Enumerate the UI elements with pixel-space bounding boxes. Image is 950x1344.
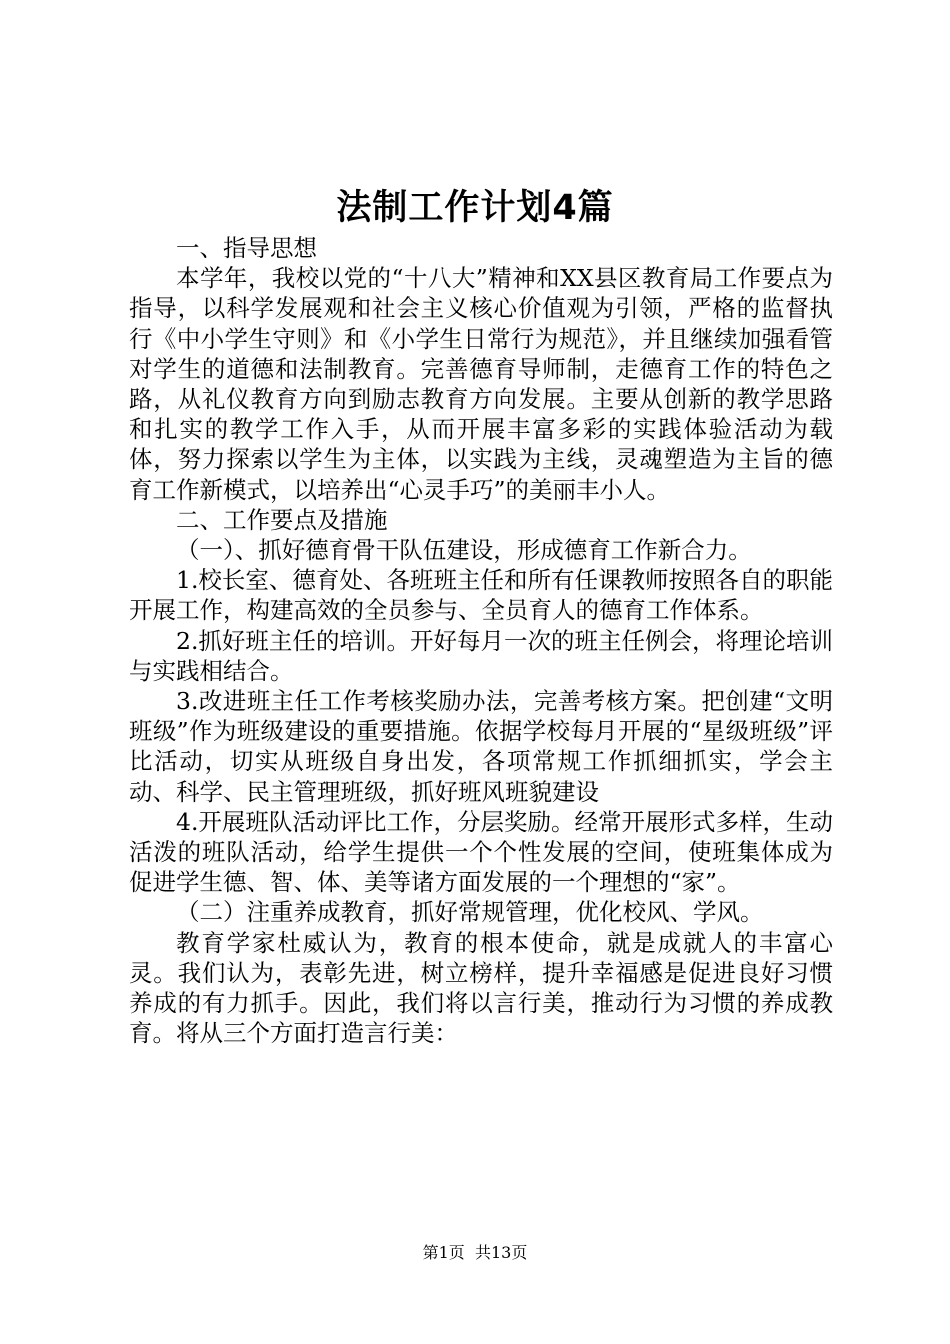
paragraph-item-2: 2.抓好班主任的培训。开好每月一次的班主任例会，将理论培训与实践相结合。 (129, 626, 833, 685)
paragraph-heading-1: 一、指导思想 (176, 234, 317, 262)
paragraph: 教育学家杜威认为，教育的根本使命，就是成就人的丰富心灵。我们认为，表彰先进，树立榜样，提升幸福感是促进良好习惯养成的有力抓手。因此，我们将以言行美，推动行为习惯的养成教育。将从三个方面打造言行美： (129, 928, 833, 1048)
document-body (129, 233, 833, 1048)
paragraph-item-4: 4.开展班队活动评比工作，分层奖励。经常开展形式多样，生动活泼的班队活动，给学生提供一个个性发展的空间，使班集体成为促进学生德、智、体、美等诸方面发展的一个理想的“家”。 (129, 807, 833, 897)
paragraph-heading-2: 二、工作要点及措施 (176, 505, 388, 534)
paragraph-subheading-1: （一）、抓好德育骨干队伍建设，形成德育工作新合力。 (176, 536, 752, 565)
page-footer (0, 1242, 950, 1264)
paragraph: 本学年，我校以党的“十八大”精神和XX县区教育局工作要点为指导，以科学发展观和社会主义核心价值观为引领，严格的监督执行《中小学生守则》和《小学生日常行为规范》，并且继续加强看管对学生的道德和法制教育。完善德育导师制，走德育工作的特色之路，从礼仪教育方向到励志教育方向发展。主要从创新的教学思路和扎实的教学工作入手，从而开展丰富多彩的实践体验活动为载体，努力探索以学生为主体，以实践为主线，灵魂塑造为主旨的德育工作新模式，以培养出“心灵手巧”的美丽丰小人。 (129, 264, 833, 504)
page-number: 第1页 (422, 1243, 465, 1262)
paragraph-item-3: 3.改进班主任工作考核奖励办法，完善考核方案。把创建“文明班级”作为班级建设的重要措施。依据学校每月开展的“星级班级”评比活动，切实从班级自身出发，各项常规工作抓细抓实，学会主动、科学、民主管理班级，抓好班风班貌建设 (129, 687, 833, 806)
paragraph-subheading-2: （二）注重养成教育，抓好常规管理，优化校风、学风。 (176, 898, 764, 927)
page-total: 共13页 (474, 1243, 528, 1262)
document-title: 法制工作计划4篇 (336, 188, 614, 228)
paragraph-item-1: 1.校长室、德育处、各班班主任和所有任课教师按照各自的职能开展工作，构建高效的全员参与、全员育人的德育工作体系。 (129, 566, 833, 625)
